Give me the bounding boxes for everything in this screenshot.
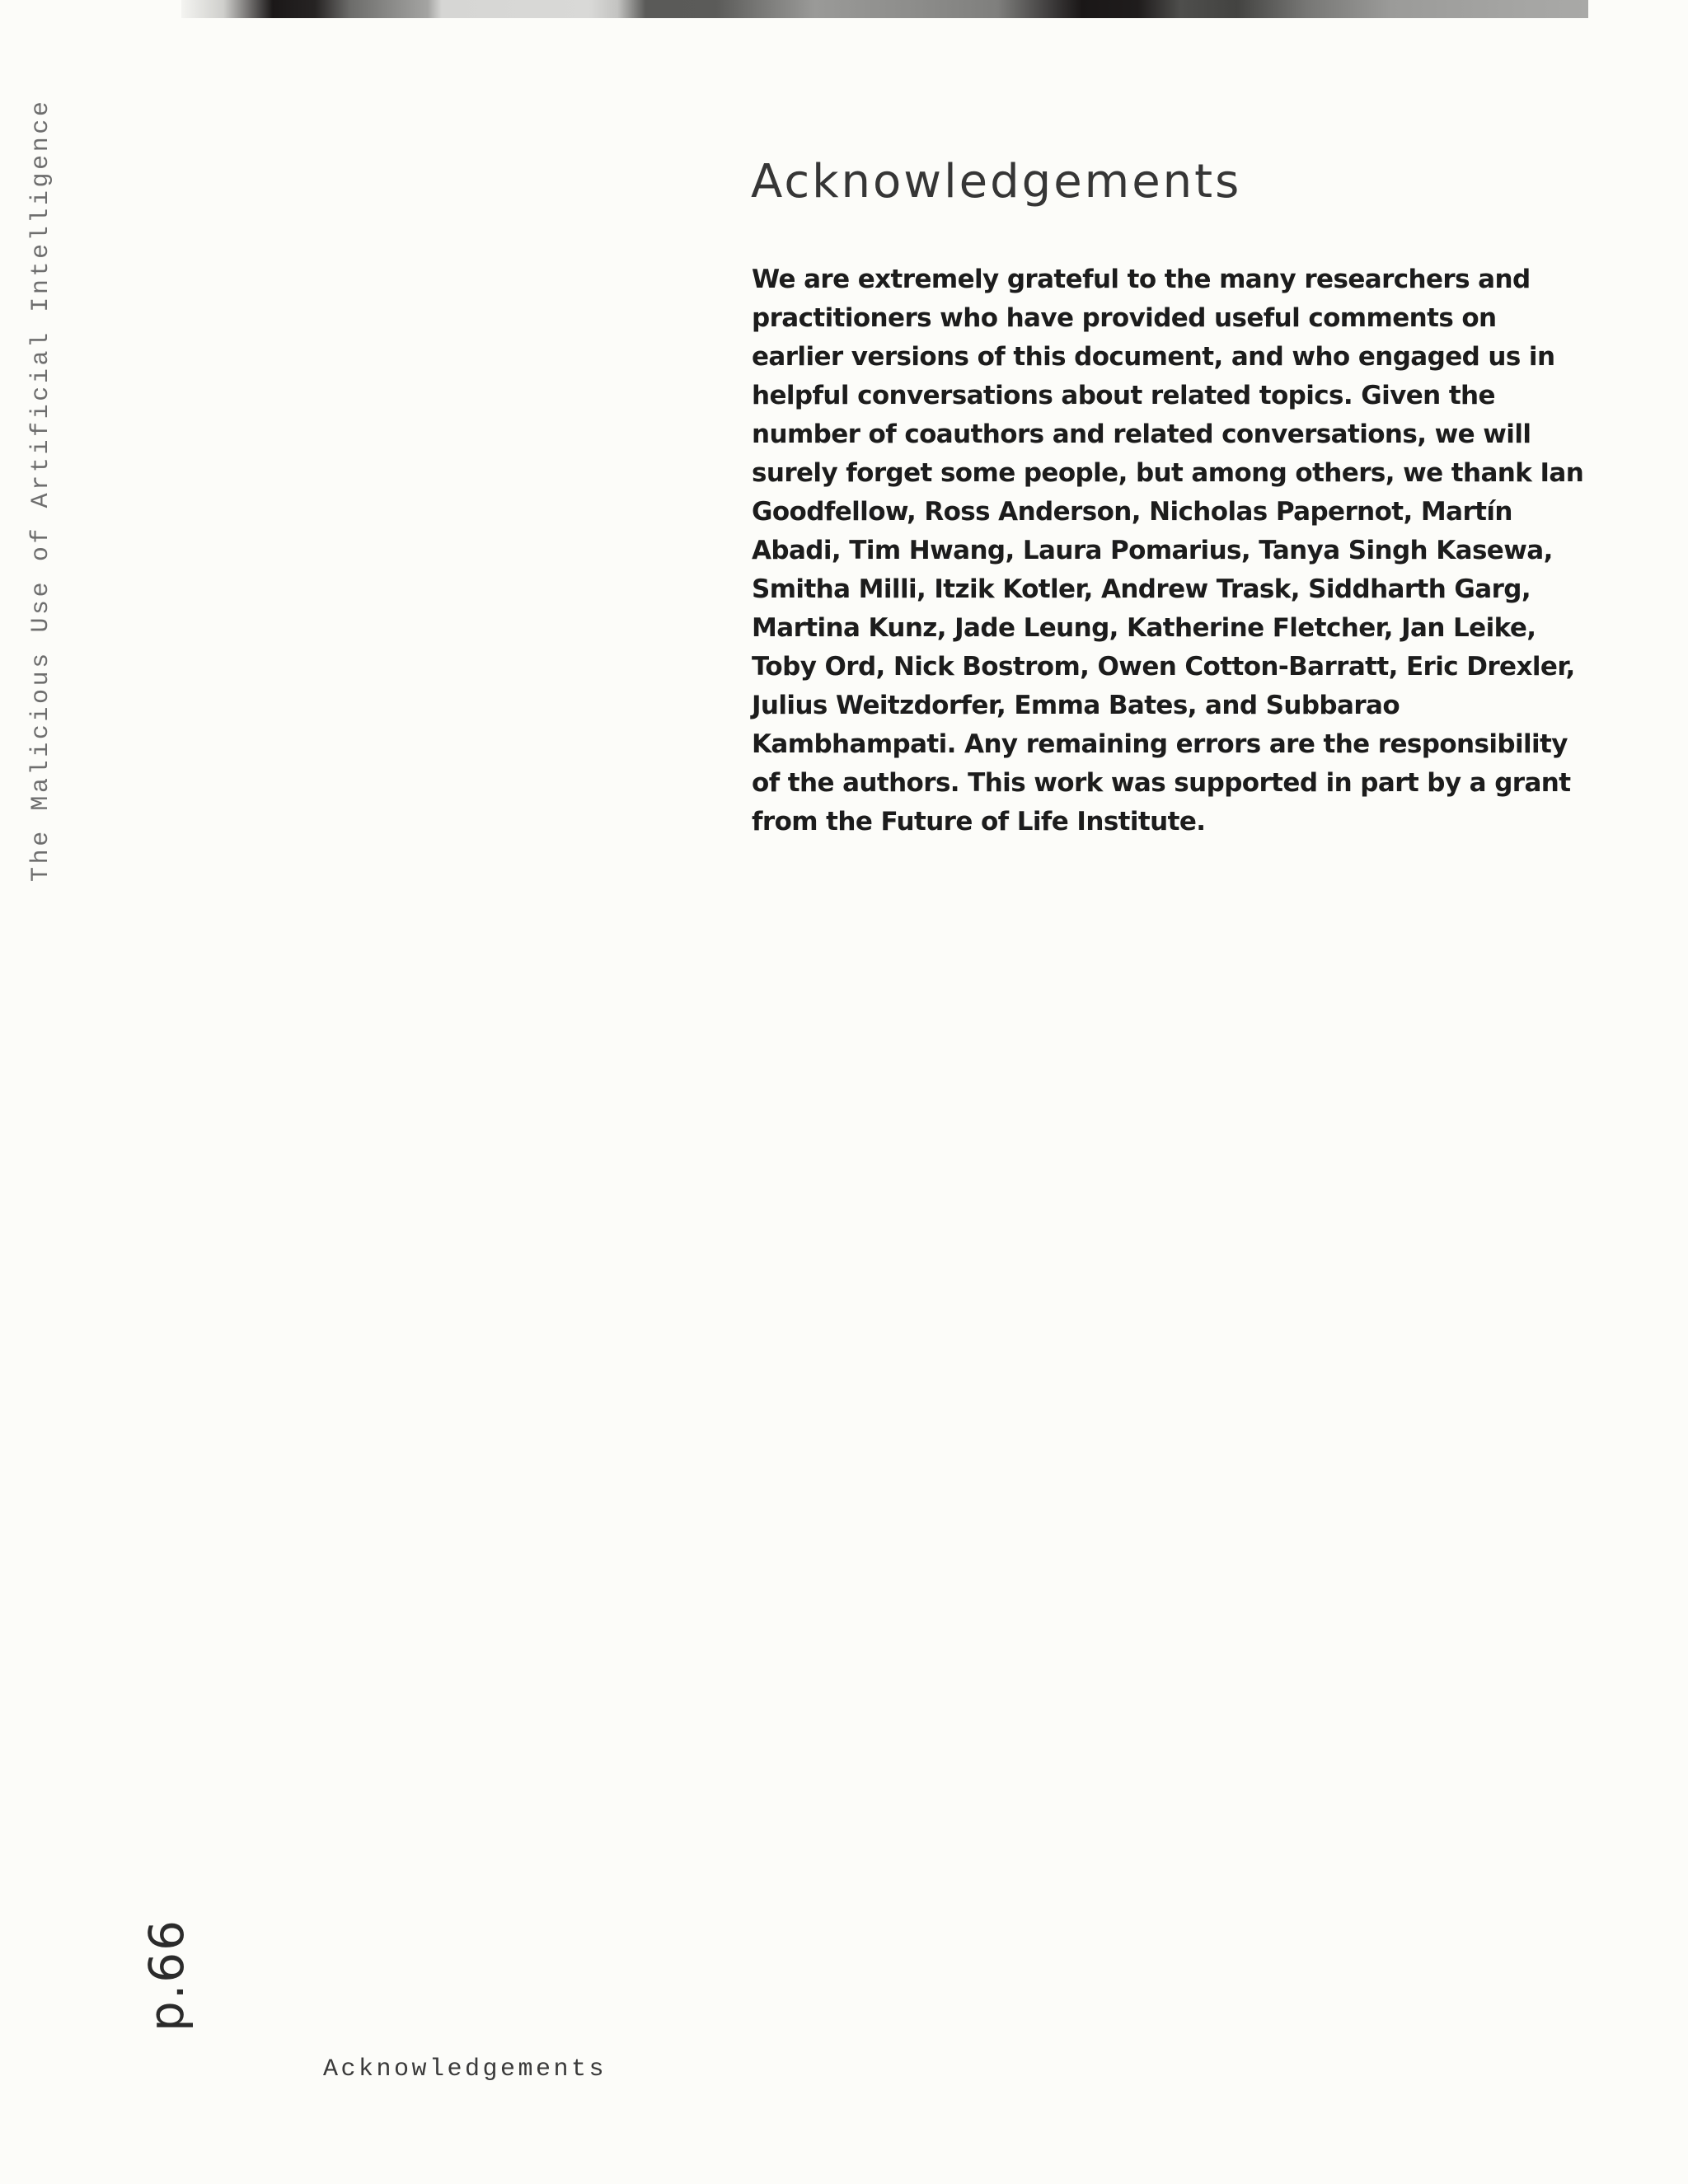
acknowledgements-paragraph: We are extremely grateful to the many researchers and practitioners who have provided useful comments on earlier versions of this document, and who engaged us in helpful conversations about related topics. Given the number of coauthors and related conversations, we will surely forget some people, but among others, we thank Ian Goodfellow, Ross Anderson, Nicholas Papernot, Martín Abadi, Tim Hwang, Laura Pomarius, Tanya Singh Kasewa, Smitha Milli, Itzik Kotler, Andrew Trask, Siddharth Garg, Martina Kunz, Jade Leung, Katherine Fletcher, Jan Leike, Toby Ord, Nick Bostrom, Owen Cotton-Barratt, Eric Drexler, Julius Weitzdorfer, Emma Bates, and Subbarao Kambhampati. Any remaining errors are the responsibility of the authors. This work was supported in part by a grant from the Future of Life Institute. xyxy=(752,265,1584,837)
footer-section-label: Acknowledgements xyxy=(323,2055,607,2083)
running-title: The Malicious Use of Artificial Intelligence xyxy=(27,98,55,882)
page-number: p.66 xyxy=(138,1918,195,2032)
header-gradient-bar xyxy=(181,0,1588,18)
section-heading: Acknowledgements xyxy=(751,155,1242,209)
